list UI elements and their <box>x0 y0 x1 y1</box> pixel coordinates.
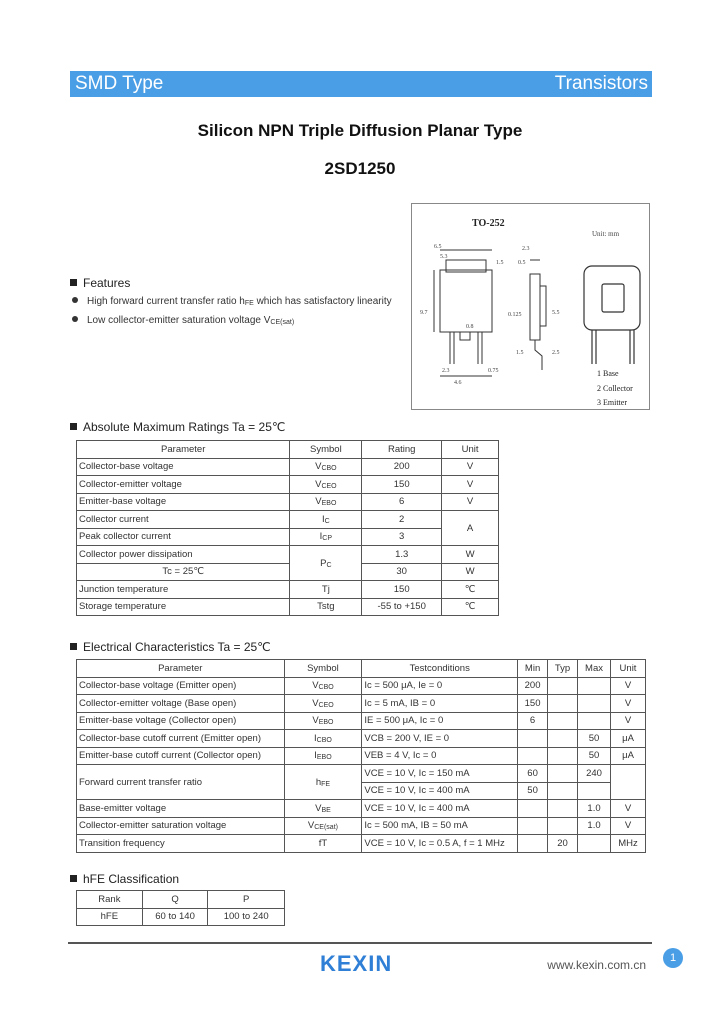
table-row: Collector power dissipation $P_C$ 1.3 W <box>77 546 499 564</box>
table-row: Collector-emitter voltage $V_{CEO}$ 150 V <box>77 476 499 494</box>
table-header-row: Parameter Symbol Rating Unit <box>77 441 499 459</box>
package-outline-svg <box>412 204 649 409</box>
table-row: hFE 60 to 140 100 to 240 <box>77 908 285 926</box>
dim-14: 5.5 <box>552 310 560 316</box>
square-bullet-icon <box>70 423 77 430</box>
dim-7: 0.8 <box>466 324 474 330</box>
table-row: Peak collector current $I_{CP}$ 3 <box>77 528 499 546</box>
abs-max-heading: Absolute Maximum Ratings Ta = 25℃ <box>70 420 285 434</box>
square-bullet-icon <box>70 643 77 650</box>
table-row: Collector-base voltage $V_{CBO}$ 200 V <box>77 458 499 476</box>
top-view <box>584 266 640 364</box>
package-name: TO-252 <box>472 218 505 229</box>
dim-1: 6.5 <box>434 244 442 250</box>
table-header-row: Parameter Symbol Testconditions Min Typ Max Unit <box>77 660 646 678</box>
dim-3: 2.3 <box>522 246 530 252</box>
dot-bullet-icon <box>72 297 78 303</box>
square-bullet-icon <box>70 279 77 286</box>
front-view <box>434 250 492 376</box>
header-type: Transistors <box>554 73 648 94</box>
table-row: Collector-base cutoff current (Emitter open) $I_{CBO}$ VCB = 200 V, IE = 0 50 μA <box>77 730 646 748</box>
table-row: Collector-emitter saturation voltage $V_{CE(sat)}$ Ic = 500 mA, IB = 50 mA 1.0 V <box>77 817 646 835</box>
header-banner <box>70 71 652 97</box>
document-title: Silicon NPN Triple Diffusion Planar Type <box>197 121 523 140</box>
table-row: VCE = 10 V, Ic = 400 mA 50 <box>77 782 646 800</box>
pin-2: 2 Collector <box>597 384 633 393</box>
footer-url[interactable]: www.kexin.com.cn <box>547 958 646 972</box>
hfe-heading: hFE Classification <box>70 872 179 886</box>
dim-4: 1.5 <box>496 260 504 266</box>
dim-10: 0.75 <box>488 368 499 374</box>
table-row: Collector-emitter voltage (Base open) $V_{CEO}$ Ic = 5 mA, IB = 0 150 V <box>77 695 646 713</box>
table-row: Emitter-base voltage $V_{EBO}$ 6 V <box>77 493 499 511</box>
dim-8: 2.3 <box>442 368 450 374</box>
pin-1: 1 Base <box>597 369 619 378</box>
header-category: SMD Type <box>75 73 164 94</box>
abs-max-table <box>76 440 499 616</box>
package-unit: Unit: mm <box>592 230 620 238</box>
table-row: Collector current $I_C$ 2 A <box>77 511 499 529</box>
table-row: Forward current transfer ratio $h_{FE}$ VCE = 10 V, Ic = 150 mA 60 240 <box>77 765 646 783</box>
dim-11: 0.125 <box>508 312 522 318</box>
elec-table <box>76 659 646 853</box>
dim-6: 9.7 <box>420 310 428 316</box>
dim-2: 5.3 <box>440 254 448 260</box>
table-row: Emitter-base cutoff current (Collector open) $I_{EBO}$ VEB = 4 V, Ic = 0 50 μA <box>77 747 646 765</box>
table-row: Tc = 25℃ 30 W <box>77 563 499 581</box>
feature-item-2: Low collector-emitter saturation voltage $V_{CE(sat)}$ <box>72 315 294 326</box>
dim-12: 1.5 <box>516 350 524 356</box>
table-row: Base-emitter voltage $V_{BE}$ VCE = 10 V, Ic = 400 mA 1.0 V <box>77 800 646 818</box>
table-row: Junction temperature Tj 150 ℃ <box>77 581 499 599</box>
side-view <box>530 260 546 370</box>
table-row: Collector-base voltage (Emitter open) $V_{CBO}$ Ic = 500 μA, Ie = 0 200 V <box>77 677 646 695</box>
table-row: Emitter-base voltage (Collector open) $V_{EBO}$ IE = 500 μA, Ic = 0 6 V <box>77 712 646 730</box>
elec-heading: Electrical Characteristics Ta = 25℃ <box>70 640 271 654</box>
hfe-table <box>76 890 285 926</box>
pin-3: 3 Emitter <box>597 398 627 407</box>
square-bullet-icon <box>70 875 77 882</box>
dim-9: 4.6 <box>454 380 462 386</box>
table-row: Storage temperature Tstg -55 to +150 ℃ <box>77 598 499 616</box>
feature-item-1: High forward current transfer ratio $h_{FE}$ which has satisfactory linearity <box>72 296 392 307</box>
table-header-row: Rank Q P <box>77 891 285 909</box>
footer-rule <box>68 942 652 944</box>
dot-bullet-icon <box>72 316 78 322</box>
dim-5: 0.5 <box>518 260 526 266</box>
page-number-badge: 1 <box>663 948 683 968</box>
part-number: 2SD1250 <box>324 159 396 178</box>
dim-13: 2.5 <box>552 350 560 356</box>
features-heading: Features <box>70 276 130 290</box>
package-drawing <box>411 203 650 410</box>
table-row: Transition frequency fT VCE = 10 V, Ic = 0.5 A, f = 1 MHz 20 MHz <box>77 835 646 853</box>
kexin-logo: KEXIN <box>320 951 393 976</box>
